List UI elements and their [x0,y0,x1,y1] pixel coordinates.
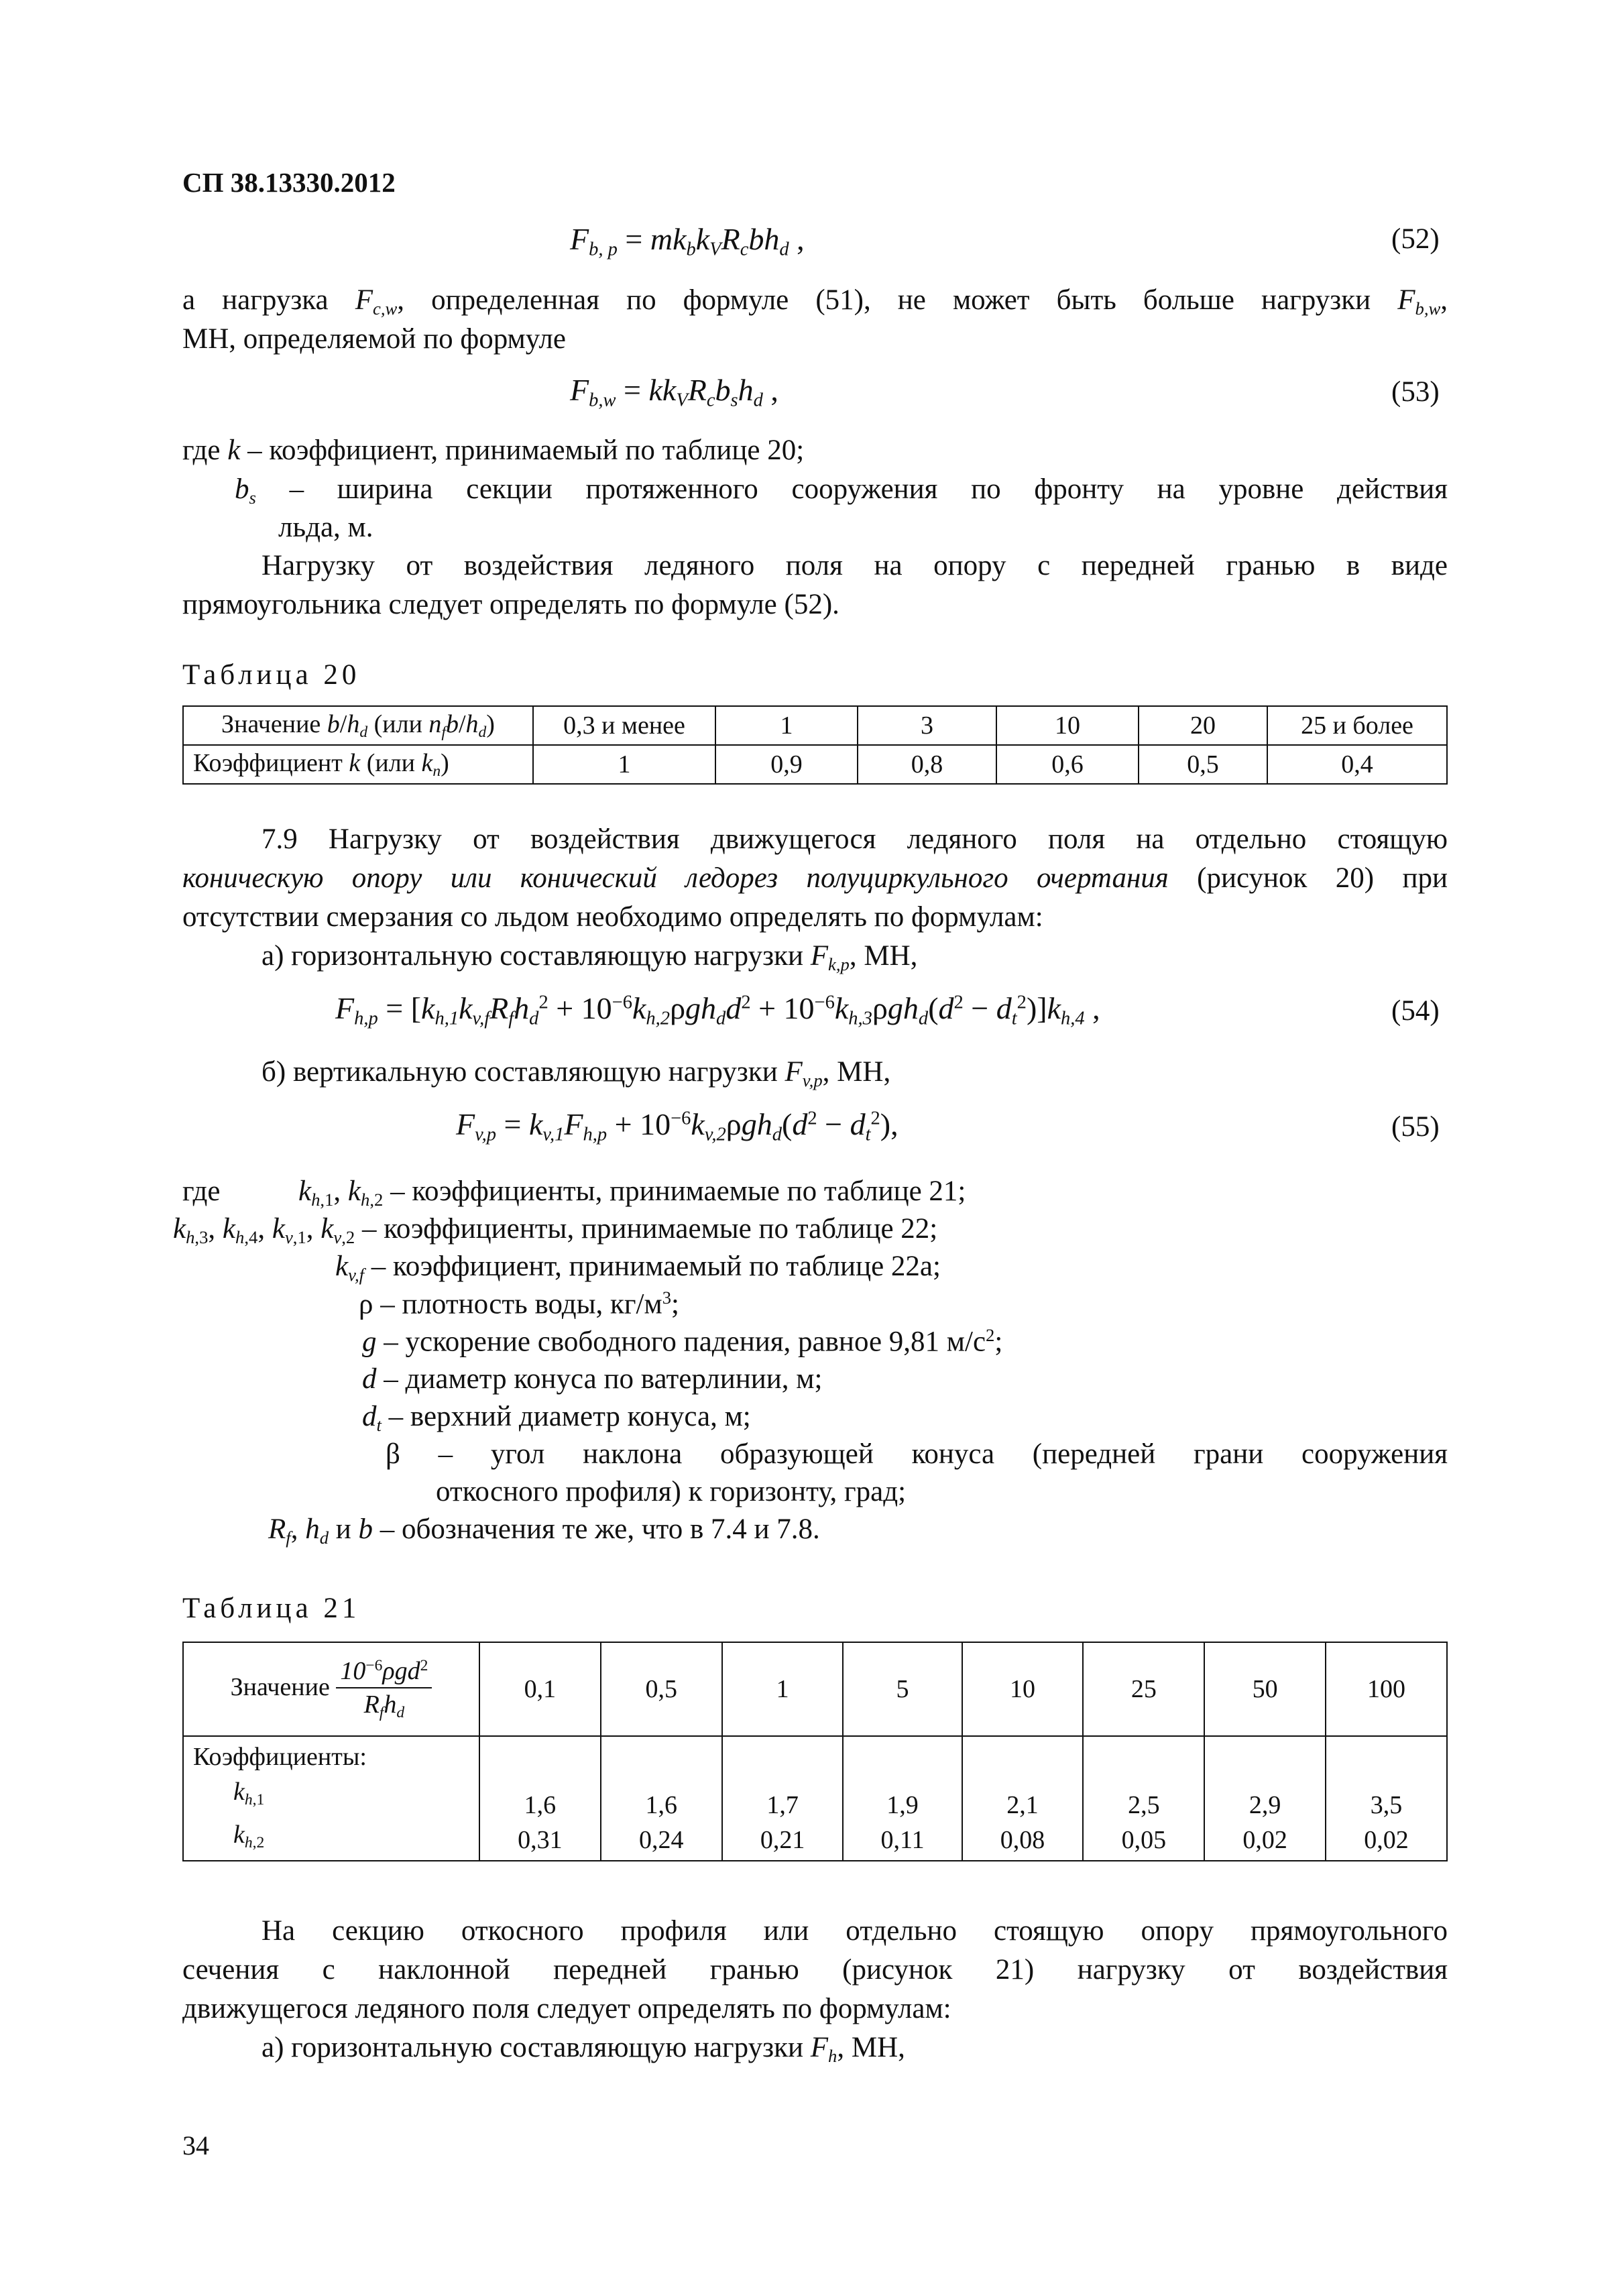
paragraph-line: а нагрузка $F_{c,w}$, определенная по формуле (51), не может быть больше нагрузки $F_{b,w}$, [182,284,1448,319]
table-cell: 20 [1139,706,1267,745]
table-cell: 0,5 [1139,745,1267,784]
where-line: откосного профиля) к горизонту, град; [436,1476,907,1507]
table-row [183,745,1447,784]
table-cell: 0,8 [858,745,996,784]
equation-number: (55) [1391,1111,1440,1143]
table-cell: 0,9 [715,745,858,784]
paragraph-line: Нагрузку от воздействия ледяного поля на опору с передней гранью в виде [262,550,1448,581]
formula-53: $F_{b,w} = kk_VR_cb_sh_d$ , [570,373,778,411]
table-cell: 0,6 [996,745,1139,784]
paragraph-line: сечения с наклонной передней гранью (рисунок 21) нагрузку от воздействия [182,1954,1448,1986]
table-caption: Таблица 20 [182,659,361,691]
formula-54: $F_{h,p} = [k_{h,1}k_{v,f}R_fh_d^2 + 10^{-6}k_{h,2}\rho gh_dd^2 + 10^{-6}k_{h,3}\rho gh_d(d^2 - d_t^2)]k_{h,4}$ , [335,991,1100,1029]
paragraph-line: б) вертикальную составляющую нагрузки $F_{v,p}$, МН, [262,1056,891,1090]
formula-55: $F_{v,p} = k_{v,1}F_{h,p} + 10^{-6}k_{v,2}\rho gh_d(d^2 - d_t^2)$, [456,1107,898,1145]
paragraph-line: МН, определяемой по формуле [182,323,566,355]
table-21 [182,1642,1448,1861]
where-line: $k_{v,f}$ – коэффициент, принимаемый по таблице 22а; [335,1251,941,1285]
where-line: g – ускорение свободного падения, равное 9,81 $м/с^2$; [362,1325,1003,1358]
paragraph-line: а) горизонтальную составляющую нагрузки $F_{k,p}$, МН, [262,940,918,974]
table-cell: 1,6 0,24 [601,1736,722,1861]
paragraph-line: 7.9 Нагрузку от воздействия движущегося ледяного поля на отдельно стоящую [262,823,1448,855]
table-cell: 3 [858,706,996,745]
table-cell: 5 [843,1642,962,1736]
table-cell: 1 [722,1642,844,1736]
table-cell: 2,5 0,05 [1083,1736,1204,1861]
fraction: $\frac{10^{-6}\rho gd^2}{R_fh_d}$ [336,1656,432,1722]
equation-number: (54) [1391,995,1440,1027]
table-row [183,706,1447,745]
equation-number: (53) [1391,376,1440,408]
paragraph-line: отсутствии смерзания со льдом необходимо определять по формулам: [182,901,1043,933]
page-number: 34 [182,2130,209,2161]
where-line: льда, м. [278,512,373,543]
table-cell: 1,6 0,31 [479,1736,601,1861]
table-cell: 1,7 0,21 [722,1736,844,1861]
where-line: d – диаметр конуса по ватерлинии, м; [362,1363,823,1395]
table-cell: 1 [533,745,715,784]
formula-52: $F_{b, p} = mk_bk_VR_cbh_d$ , [570,222,805,260]
table-cell: 100 [1326,1642,1447,1736]
table-cell: 0,5 [601,1642,722,1736]
paragraph-line: а) горизонтальную составляющую нагрузки $F_h$, МН, [262,2032,905,2066]
table-cell: Коэффициент k (или $k_n$) [183,745,533,784]
where-lead: где [182,1175,221,1207]
table-cell: 2,9 0,02 [1204,1736,1326,1861]
table-cell: 3,5 0,02 [1326,1736,1447,1861]
where-line: $d_t$ – верхний диаметр конуса, м; [362,1401,751,1435]
table-20 [182,705,1448,785]
where-line: β – угол наклона образующей конуса (передней грани сооружения [386,1438,1448,1470]
table-cell: 10 [996,706,1139,745]
where-line: где k – коэффициент, принимаемый по таблице 20; [182,435,805,466]
table-row [183,1736,1447,1861]
where-line: $b_s$ – ширина секции протяженного сооружения по фронту на уровне действия [235,473,1448,508]
paragraph-line: На секцию откосного профиля или отдельно стоящую опору прямоугольного [262,1915,1448,1947]
paragraph-line: прямоугольника следует определять по формуле (52). [182,589,839,620]
paragraph-line: коническую опору или конический ледорез полуциркульного очертания (рисунок 20) при [182,862,1448,894]
table-cell: Коэффициенты: $k_{h,1}$ $k_{h,2}$ [183,1736,479,1861]
table-cell: 10 [962,1642,1084,1736]
table-cell: 0,3 и менее [533,706,715,745]
table-cell: Значение $\frac{10^{-6}\rho gd^2}{R_fh_d}$ [183,1642,479,1736]
table-cell: Значение $b/h_d$ (или $n_fb/h_d$) [183,706,533,745]
table-cell: 25 [1083,1642,1204,1736]
where-line: ρ – плотность воды, $кг/м^3$; [359,1287,679,1320]
table-cell: 0,1 [479,1642,601,1736]
table-caption: Таблица 21 [182,1593,361,1624]
table-cell: 50 [1204,1642,1326,1736]
document-code: СП 38.13330.2012 [182,167,396,198]
table-cell: 1,9 0,11 [843,1736,962,1861]
table-cell: 0,4 [1267,745,1447,784]
table-cell: 25 и более [1267,706,1447,745]
where-line: $k_{h,3}$, $k_{h,4}$, $k_{v,1}$, $k_{v,2}$ – коэффициенты, принимаемые по таблице 22; [173,1213,938,1247]
where-line: $R_f$, $h_d$ и b – обозначения те же, что в 7.4 и 7.8. [268,1513,820,1548]
table-row [183,1642,1447,1736]
where-line: $k_{h,1}$, $k_{h,2}$ – коэффициенты, принимаемые по таблице 21; [298,1175,966,1210]
paragraph-line: движущегося ледяного поля следует определять по формулам: [182,1993,951,2024]
table-cell: 1 [715,706,858,745]
equation-number: (52) [1391,223,1440,255]
table-cell: 2,1 0,08 [962,1736,1084,1861]
